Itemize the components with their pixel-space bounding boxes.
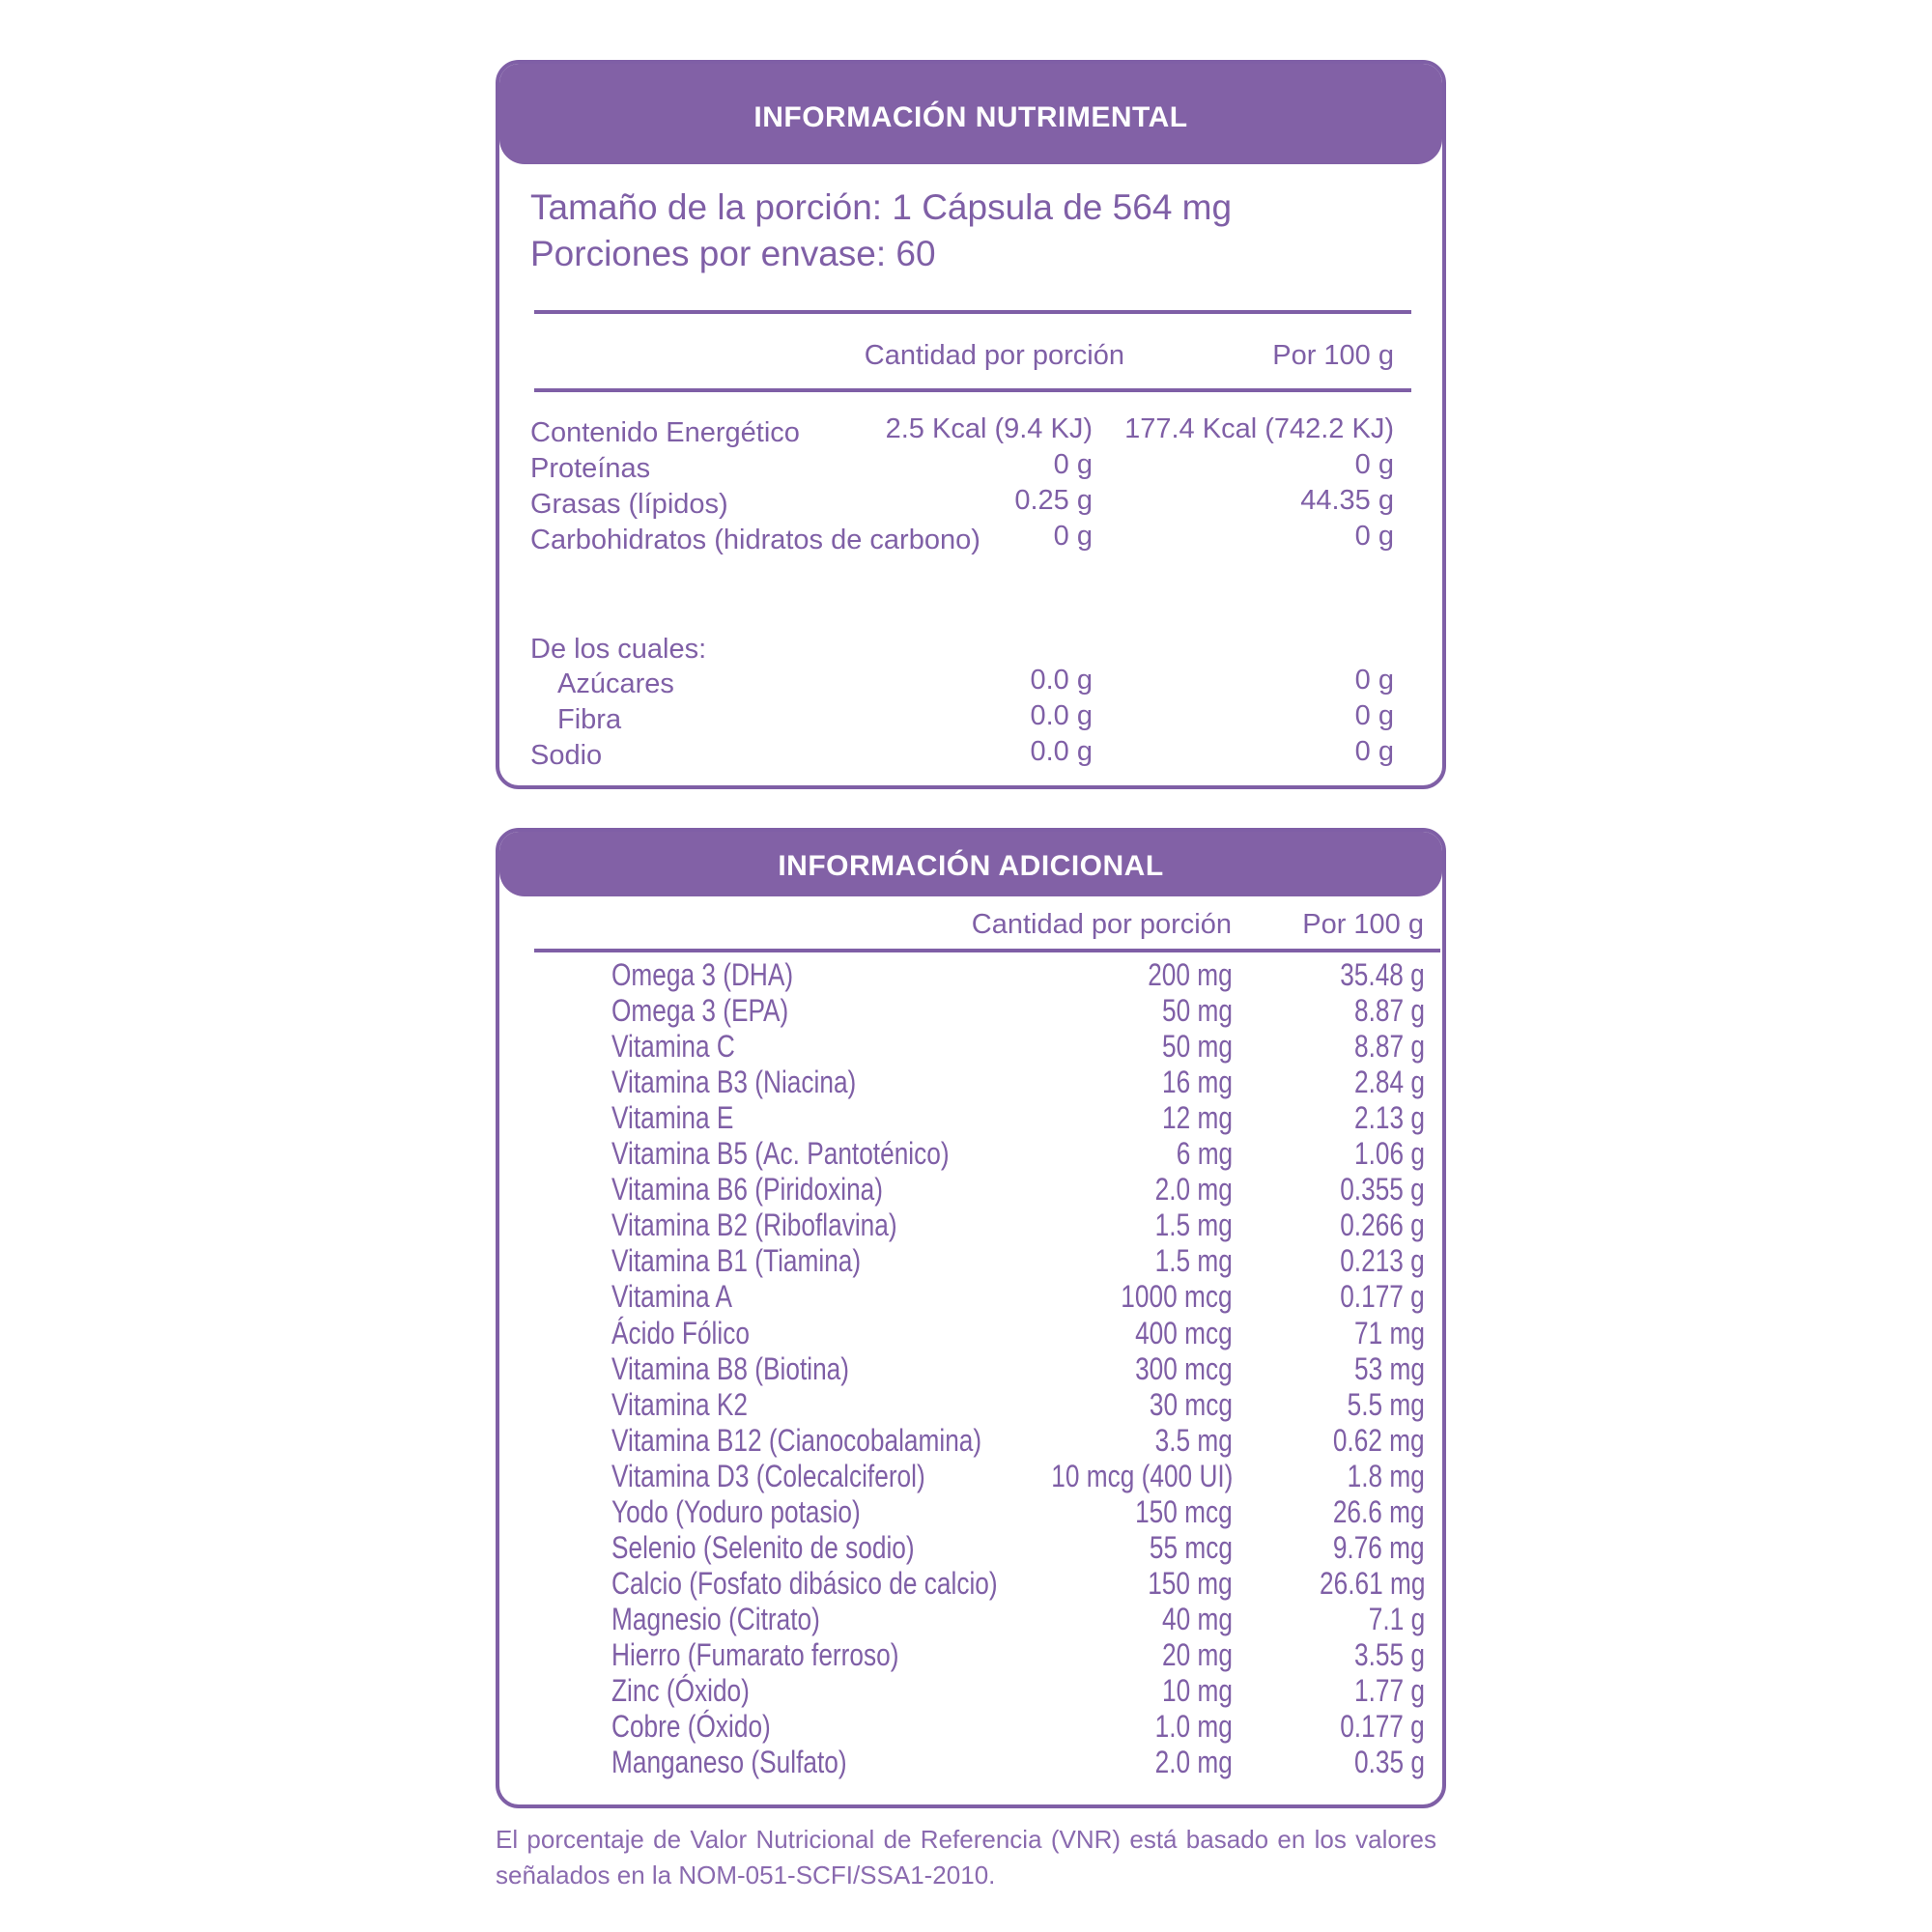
additional-nutrient-per-100g: 7.1 g: [1368, 1602, 1425, 1636]
additional-nutrient-per-serving: 6 mg: [1176, 1136, 1233, 1171]
additional-nutrient-per-serving: 12 mg: [1162, 1100, 1233, 1135]
additional-nutrient-label: Calcio (Fosfato dibásico de calcio): [611, 1566, 998, 1601]
additional-nutrient-label: Selenio (Selenito de sodio): [611, 1530, 915, 1565]
additional-nutrient-per-serving: 1000 mcg: [1121, 1279, 1233, 1314]
nutrition-facts-panel: [496, 60, 1446, 789]
additional-nutrient-per-100g: 5.5 mg: [1347, 1387, 1425, 1422]
additional-nutrient-per-serving: 10 mcg (400 UI): [1050, 1459, 1233, 1493]
additional-nutrient-label: Vitamina E: [611, 1100, 734, 1135]
additional-nutrient-per-serving: 150 mg: [1148, 1566, 1233, 1601]
additional-nutrient-per-serving: 150 mcg: [1135, 1494, 1233, 1529]
additional-nutrient-per-100g: 1.06 g: [1354, 1136, 1425, 1171]
serving-size: Tamaño de la porción: 1 Cápsula de 564 mg: [530, 187, 1233, 227]
nutrient-per-serving: 0 g: [1053, 449, 1093, 480]
additional-nutrient-per-serving: 55 mcg: [1149, 1530, 1233, 1565]
nutrient-label: Fibra: [557, 704, 622, 735]
additional-nutrient-per-100g: 9.76 mg: [1333, 1530, 1425, 1565]
additional-panel-title: INFORMACIÓN ADICIONAL: [499, 832, 1442, 896]
additional-nutrient-per-100g: 0.213 g: [1340, 1243, 1425, 1278]
additional-nutrient-per-100g: 0.177 g: [1340, 1709, 1425, 1744]
divider: [534, 949, 1440, 952]
additional-nutrient-label: Ácido Fólico: [611, 1316, 750, 1350]
additional-nutrient-label: Vitamina A: [611, 1279, 732, 1314]
nutrient-per-serving: 0.0 g: [1030, 665, 1093, 696]
nutrient-per-serving: 0 g: [1053, 521, 1093, 552]
nutrient-per-100g: 177.4 Kcal (742.2 KJ): [1124, 413, 1394, 444]
additional-nutrient-label: Vitamina B5 (Ac. Pantoténico): [611, 1136, 950, 1171]
additional-nutrient-per-serving: 10 mg: [1162, 1673, 1233, 1708]
additional-nutrient-per-100g: 0.355 g: [1340, 1172, 1425, 1207]
additional-nutrient-label: Omega 3 (DHA): [611, 957, 794, 992]
nutrient-per-serving: 0.0 g: [1030, 700, 1093, 731]
nutrient-per-100g: 0 g: [1354, 521, 1394, 552]
additional-nutrient-label: Vitamina B6 (Piridoxina): [611, 1172, 883, 1207]
additional-nutrient-per-100g: 26.6 mg: [1333, 1494, 1425, 1529]
additional-nutrient-per-serving: 16 mg: [1162, 1065, 1233, 1099]
additional-nutrient-per-serving: 2.0 mg: [1154, 1172, 1233, 1207]
additional-nutrient-label: Vitamina B12 (Cianocobalamina): [611, 1423, 982, 1458]
additional-nutrient-label: Cobre (Óxido): [611, 1709, 771, 1744]
additional-nutrient-label: Vitamina K2: [611, 1387, 749, 1422]
additional-nutrient-per-100g: 1.77 g: [1354, 1673, 1425, 1708]
additional-nutrient-label: Yodo (Yoduro potasio): [611, 1494, 861, 1529]
of-which-label: De los cuales:: [530, 634, 707, 665]
additional-nutrient-per-serving: 40 mg: [1162, 1602, 1233, 1636]
additional-nutrient-per-100g: 0.266 g: [1340, 1208, 1425, 1242]
additional-nutrient-per-100g: 26.61 mg: [1319, 1566, 1425, 1601]
additional-nutrient-per-serving: 400 mcg: [1135, 1316, 1233, 1350]
additional-nutrient-label: Vitamina C: [611, 1029, 735, 1064]
additional-nutrient-per-serving: 300 mcg: [1135, 1351, 1233, 1386]
additional-nutrient-per-serving: 3.5 mg: [1154, 1423, 1233, 1458]
nutrient-per-serving: 0.25 g: [1014, 485, 1093, 516]
nutrient-per-100g: 0 g: [1354, 665, 1394, 696]
nutrient-per-serving: 0.0 g: [1030, 736, 1093, 767]
footnote: El porcentaje de Valor Nutricional de Referencia (VNR) está basado en los valores señalados en la NOM-051-SCFI/SSA1-2010.: [496, 1825, 1436, 1889]
nutrient-per-100g: 44.35 g: [1300, 485, 1394, 516]
additional-nutrient-per-serving: 1.0 mg: [1154, 1709, 1233, 1744]
nutrient-label: Sodio: [530, 740, 603, 771]
additional-nutrient-per-serving: 1.5 mg: [1154, 1243, 1233, 1278]
nutrient-label: Carbohidratos (hidratos de carbono): [530, 525, 980, 555]
nutrient-label: Proteínas: [530, 453, 651, 484]
servings-per-container: Porciones por envase: 60: [530, 234, 936, 273]
nutrient-label: Azúcares: [557, 668, 674, 699]
additional-nutrient-per-serving: 50 mg: [1162, 993, 1233, 1028]
additional-nutrient-per-100g: 71 mg: [1354, 1316, 1425, 1350]
additional-nutrient-label: Omega 3 (EPA): [611, 993, 789, 1028]
nutrient-per-100g: 0 g: [1354, 700, 1394, 731]
additional-nutrient-per-100g: 8.87 g: [1354, 1029, 1425, 1064]
additional-nutrient-per-serving: 20 mg: [1162, 1637, 1233, 1672]
nutrient-label: Grasas (lípidos): [530, 489, 728, 520]
additional-nutrient-label: Vitamina B8 (Biotina): [611, 1351, 849, 1386]
additional-nutrient-label: Hierro (Fumarato ferroso): [611, 1637, 899, 1672]
column-header-per-serving: Cantidad por porción: [864, 340, 1124, 371]
additional-nutrient-per-100g: 53 mg: [1354, 1351, 1425, 1386]
column-header-per-100g: Por 100 g: [1272, 340, 1394, 371]
additional-nutrient-per-100g: 8.87 g: [1354, 993, 1425, 1028]
additional-nutrient-label: Zinc (Óxido): [611, 1673, 750, 1708]
additional-nutrient-per-100g: 3.55 g: [1354, 1637, 1425, 1672]
additional-nutrient-per-serving: 2.0 mg: [1154, 1745, 1233, 1779]
divider: [534, 310, 1411, 314]
additional-nutrient-label: Vitamina B3 (Niacina): [611, 1065, 857, 1099]
additional-info-panel: [496, 828, 1446, 1808]
column-header-per-100g: Por 100 g: [1302, 909, 1424, 940]
additional-nutrient-label: Manganeso (Sulfato): [611, 1745, 847, 1779]
additional-nutrient-per-100g: 2.13 g: [1354, 1100, 1425, 1135]
additional-nutrient-per-serving: 30 mcg: [1149, 1387, 1233, 1422]
additional-nutrient-per-100g: 1.8 mg: [1347, 1459, 1425, 1493]
additional-nutrient-per-100g: 0.62 mg: [1333, 1423, 1425, 1458]
additional-nutrient-per-serving: 50 mg: [1162, 1029, 1233, 1064]
additional-nutrient-label: Vitamina B2 (Riboflavina): [611, 1208, 897, 1242]
divider: [534, 388, 1411, 392]
additional-nutrient-per-100g: 35.48 g: [1340, 957, 1425, 992]
nutrient-per-100g: 0 g: [1354, 736, 1394, 767]
nutrition-panel-title: INFORMACIÓN NUTRIMENTAL: [499, 64, 1442, 164]
additional-nutrient-label: Vitamina D3 (Colecalciferol): [611, 1459, 925, 1493]
nutrient-label: Contenido Energético: [530, 417, 800, 448]
column-header-per-serving: Cantidad por porción: [971, 909, 1232, 940]
nutrient-per-serving: 2.5 Kcal (9.4 KJ): [885, 413, 1093, 444]
additional-nutrient-per-serving: 200 mg: [1148, 957, 1233, 992]
additional-nutrient-label: Magnesio (Citrato): [611, 1602, 820, 1636]
additional-nutrient-per-serving: 1.5 mg: [1154, 1208, 1233, 1242]
nutrient-per-100g: 0 g: [1354, 449, 1394, 480]
additional-nutrient-label: Vitamina B1 (Tiamina): [611, 1243, 862, 1278]
additional-nutrient-per-100g: 0.177 g: [1340, 1279, 1425, 1314]
additional-nutrient-per-100g: 0.35 g: [1354, 1745, 1425, 1779]
additional-nutrient-per-100g: 2.84 g: [1354, 1065, 1425, 1099]
